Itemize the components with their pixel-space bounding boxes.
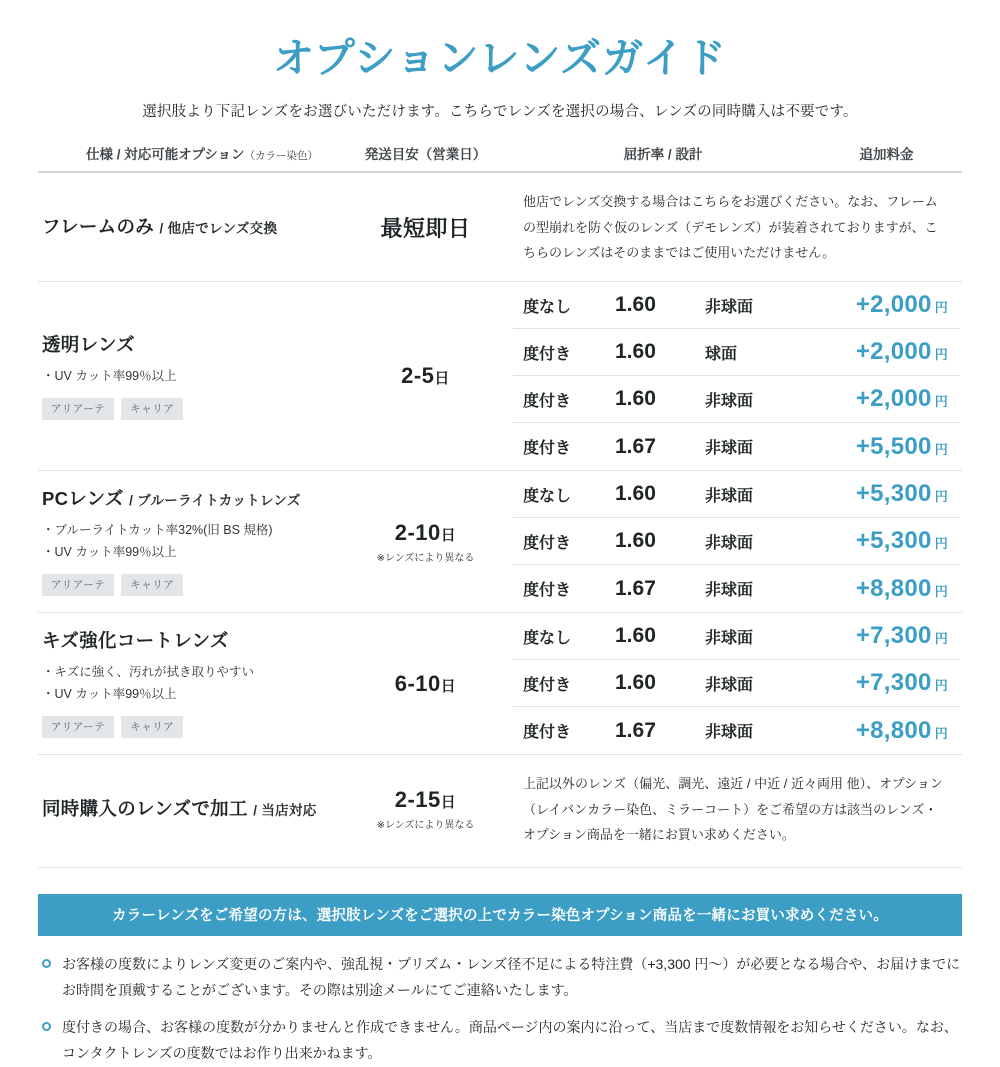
spec-index: 1.67 (615, 718, 656, 742)
spec-price-value: +7,300 (855, 622, 932, 650)
spec-price (817, 717, 960, 745)
notes-list (38, 952, 962, 1067)
col-header-spec-note: （カラー染色） (244, 150, 319, 163)
spec-price (817, 527, 960, 555)
col-header-price: 追加料金 (859, 147, 914, 163)
spec-price-value: +2,000 (855, 291, 932, 319)
spec-price-value: +5,300 (855, 527, 932, 555)
table-row (38, 173, 962, 282)
tag-carrier: キャリア (121, 398, 183, 420)
spec-index: 1.60 (615, 624, 656, 648)
spec-price-value: +5,500 (855, 432, 932, 460)
shipping-days-unit: 日 (440, 794, 457, 812)
spec-row (513, 376, 960, 423)
product-name: PCレンズ (42, 488, 124, 510)
row-title-cell (38, 282, 338, 470)
feature-bullet: ・ブルーライトカット率32%(旧 BS 規格) (42, 523, 273, 538)
feature-bullet: ・UV カット率99％以上 (42, 368, 177, 383)
spec-price (817, 338, 960, 366)
row-description: 上記以外のレンズ（偏光、調光、遠近 / 中近 / 近々両用 他）、オプション（レイバンカラー染色、ミラーコート）をご希望の方は該当のレンズ・オプション商品を一緒にお買い求めください。 (523, 776, 943, 842)
spec-price-value: +5,300 (855, 480, 932, 508)
product-name: 透明レンズ (42, 333, 135, 355)
spec-price-yen: 円 (934, 394, 948, 410)
spec-row (513, 329, 960, 376)
tag-list (42, 716, 332, 738)
spec-index: 1.67 (615, 576, 656, 600)
tag-list (42, 398, 332, 420)
product-name-sub: / ブルーライトカットレンズ (129, 493, 301, 509)
spec-row (513, 471, 960, 518)
table-row (38, 471, 962, 613)
spec-price-yen: 円 (934, 489, 948, 505)
shipping-days-unit: 日 (440, 526, 457, 544)
spec-row (513, 565, 960, 612)
row-title-cell (38, 471, 338, 612)
note-item (38, 1015, 962, 1067)
table-row (38, 755, 962, 863)
spec-price (817, 433, 960, 461)
spec-degree: 度付き (523, 345, 572, 363)
note-text: お客様の度数によりレンズ変更のご案内や、強乱視・プリズム・レンズ径不足による特注費（+3,300 円～）が必要となる場合や、お届けまでにお時間を頂戴することがございます。その際は別途メールにてご連絡いたします。 (62, 956, 961, 999)
spec-row (513, 423, 960, 470)
spec-price-yen: 円 (934, 347, 948, 363)
spec-row (513, 613, 960, 660)
spec-degree: 度なし (523, 629, 572, 647)
spec-price-value: +8,800 (855, 716, 932, 744)
spec-price-value: +7,300 (855, 669, 932, 697)
tag-ariate: アリアーテ (42, 716, 114, 738)
description-cell (513, 755, 960, 863)
spec-index: 1.67 (615, 434, 656, 458)
shipping-cell (338, 173, 513, 281)
row-description: 他店でレンズ交換する場合はこちらをお選びください。なお、フレームの型崩れを防ぐ仮のレンズ（デモレンズ）が装着されておりますが、こちらのレンズはそのままではご使用いただけません。 (523, 194, 938, 260)
spec-row (513, 282, 960, 329)
spec-index: 1.60 (615, 340, 656, 364)
spec-price-value: +8,800 (855, 574, 932, 602)
divider (38, 867, 962, 868)
spec-list (513, 282, 960, 470)
spec-degree: 度付き (523, 440, 572, 458)
spec-price-yen: 円 (934, 725, 948, 741)
spec-degree: 度付き (523, 724, 572, 742)
table-column-headers (38, 143, 962, 171)
tag-carrier: キャリア (121, 716, 183, 738)
product-name: 同時購入のレンズで加工 (42, 797, 248, 819)
spec-row (513, 660, 960, 707)
spec-design: 非球面 (705, 298, 754, 316)
shipping-days-unit: 日 (434, 370, 450, 388)
spec-index: 1.60 (615, 482, 656, 506)
shipping-days: 2-5 (401, 363, 435, 389)
table-body (38, 171, 962, 863)
spec-index: 1.60 (615, 387, 656, 411)
feature-bullet: ・UV カット率99％以上 (42, 687, 177, 702)
shipping-days: 6-10 (394, 670, 441, 696)
product-name: フレームのみ (42, 215, 155, 237)
shipping-days: 最短即日 (380, 215, 471, 241)
spec-price (817, 622, 960, 650)
product-name: キズ強化コートレンズ (42, 630, 229, 652)
spec-degree: 度なし (523, 487, 572, 505)
bullet-circle-icon (42, 1022, 51, 1031)
spec-design: 非球面 (705, 676, 754, 694)
spec-design: 非球面 (705, 724, 754, 742)
shipping-days-unit: 日 (440, 677, 457, 695)
spec-price (817, 291, 960, 319)
spec-price-yen: 円 (934, 678, 948, 694)
shipping-cell (338, 282, 513, 470)
shipping-cell (338, 755, 513, 863)
shipping-days: 2-10 (394, 519, 441, 545)
shipping-cell (338, 471, 513, 612)
spec-price (817, 480, 960, 508)
col-header-spec-label: 仕様 / 対応可能オプション (86, 147, 245, 163)
spec-price-yen: 円 (934, 300, 948, 316)
page-subtitle: 選択肢より下記レンズをお選びいただけます。こちらでレンズを選択の場合、レンズの同時購入は不要です。 (142, 104, 858, 121)
color-lens-banner: カラーレンズをご希望の方は、選択肢レンズをご選択の上でカラー染色オプション商品を一緒にお買い求めください。 (38, 894, 962, 936)
spec-price (817, 385, 960, 413)
spec-design: 非球面 (705, 392, 754, 410)
spec-index: 1.60 (615, 293, 656, 317)
col-header-shipping: 発送目安（営業日） (364, 147, 487, 163)
row-title-cell (38, 173, 338, 281)
spec-degree: 度付き (523, 676, 572, 694)
spec-price-yen: 円 (934, 583, 948, 599)
spec-degree: 度付き (523, 582, 572, 600)
bullet-circle-icon (42, 959, 51, 968)
spec-design: 非球面 (705, 487, 754, 505)
shipping-days-note: ※レンズにより異なる (376, 552, 475, 564)
shipping-cell (338, 613, 513, 754)
spec-price-yen: 円 (934, 536, 948, 552)
shipping-days-note: ※レンズにより異なる (376, 820, 475, 832)
product-name-sub: / 当店対応 (253, 802, 317, 818)
product-name-sub: / 他店でレンズ交換 (159, 220, 278, 236)
spec-degree: 度なし (523, 298, 572, 316)
spec-row (513, 707, 960, 754)
spec-design: 非球面 (705, 582, 754, 600)
table-row (38, 282, 962, 471)
page-title: オプションレンズガイド (273, 35, 727, 81)
spec-price (817, 575, 960, 603)
spec-price-yen: 円 (934, 441, 948, 457)
row-title-cell (38, 613, 338, 754)
spec-design: 非球面 (705, 440, 754, 458)
feature-bullet: ・キズに強く、汚れが拭き取りやすい (42, 665, 255, 680)
tag-list (42, 574, 332, 596)
tag-carrier: キャリア (121, 574, 183, 596)
note-text: 度付きの場合、お客様の度数が分かりませんと作成できません。商品ページ内の案内に沿って、当店まで度数情報をお知らせください。なお、コンタクトレンズの度数ではお作り出来かねます。 (62, 1019, 958, 1061)
col-header-index: 屈折率 / 設計 (623, 147, 703, 163)
spec-index: 1.60 (615, 671, 656, 695)
spec-design: 球面 (705, 345, 738, 363)
spec-list (513, 471, 960, 612)
spec-design: 非球面 (705, 629, 754, 647)
feature-bullet: ・UV カット率99％以上 (42, 545, 177, 560)
spec-price-value: +2,000 (855, 338, 932, 366)
spec-degree: 度付き (523, 392, 572, 410)
note-item (38, 952, 962, 1004)
tag-ariate: アリアーテ (42, 574, 114, 596)
tag-ariate: アリアーテ (42, 398, 114, 420)
col-header-spec (38, 143, 338, 163)
spec-design: 非球面 (705, 534, 754, 552)
shipping-days: 2-15 (394, 787, 441, 813)
spec-list (513, 613, 960, 754)
description-cell (513, 173, 960, 281)
table-row (38, 613, 962, 755)
spec-degree: 度付き (523, 534, 572, 552)
spec-row (513, 518, 960, 565)
spec-index: 1.60 (615, 529, 656, 553)
row-title-cell (38, 755, 338, 863)
spec-price-yen: 円 (934, 631, 948, 647)
spec-price-value: +2,000 (855, 385, 932, 413)
spec-price (817, 669, 960, 697)
